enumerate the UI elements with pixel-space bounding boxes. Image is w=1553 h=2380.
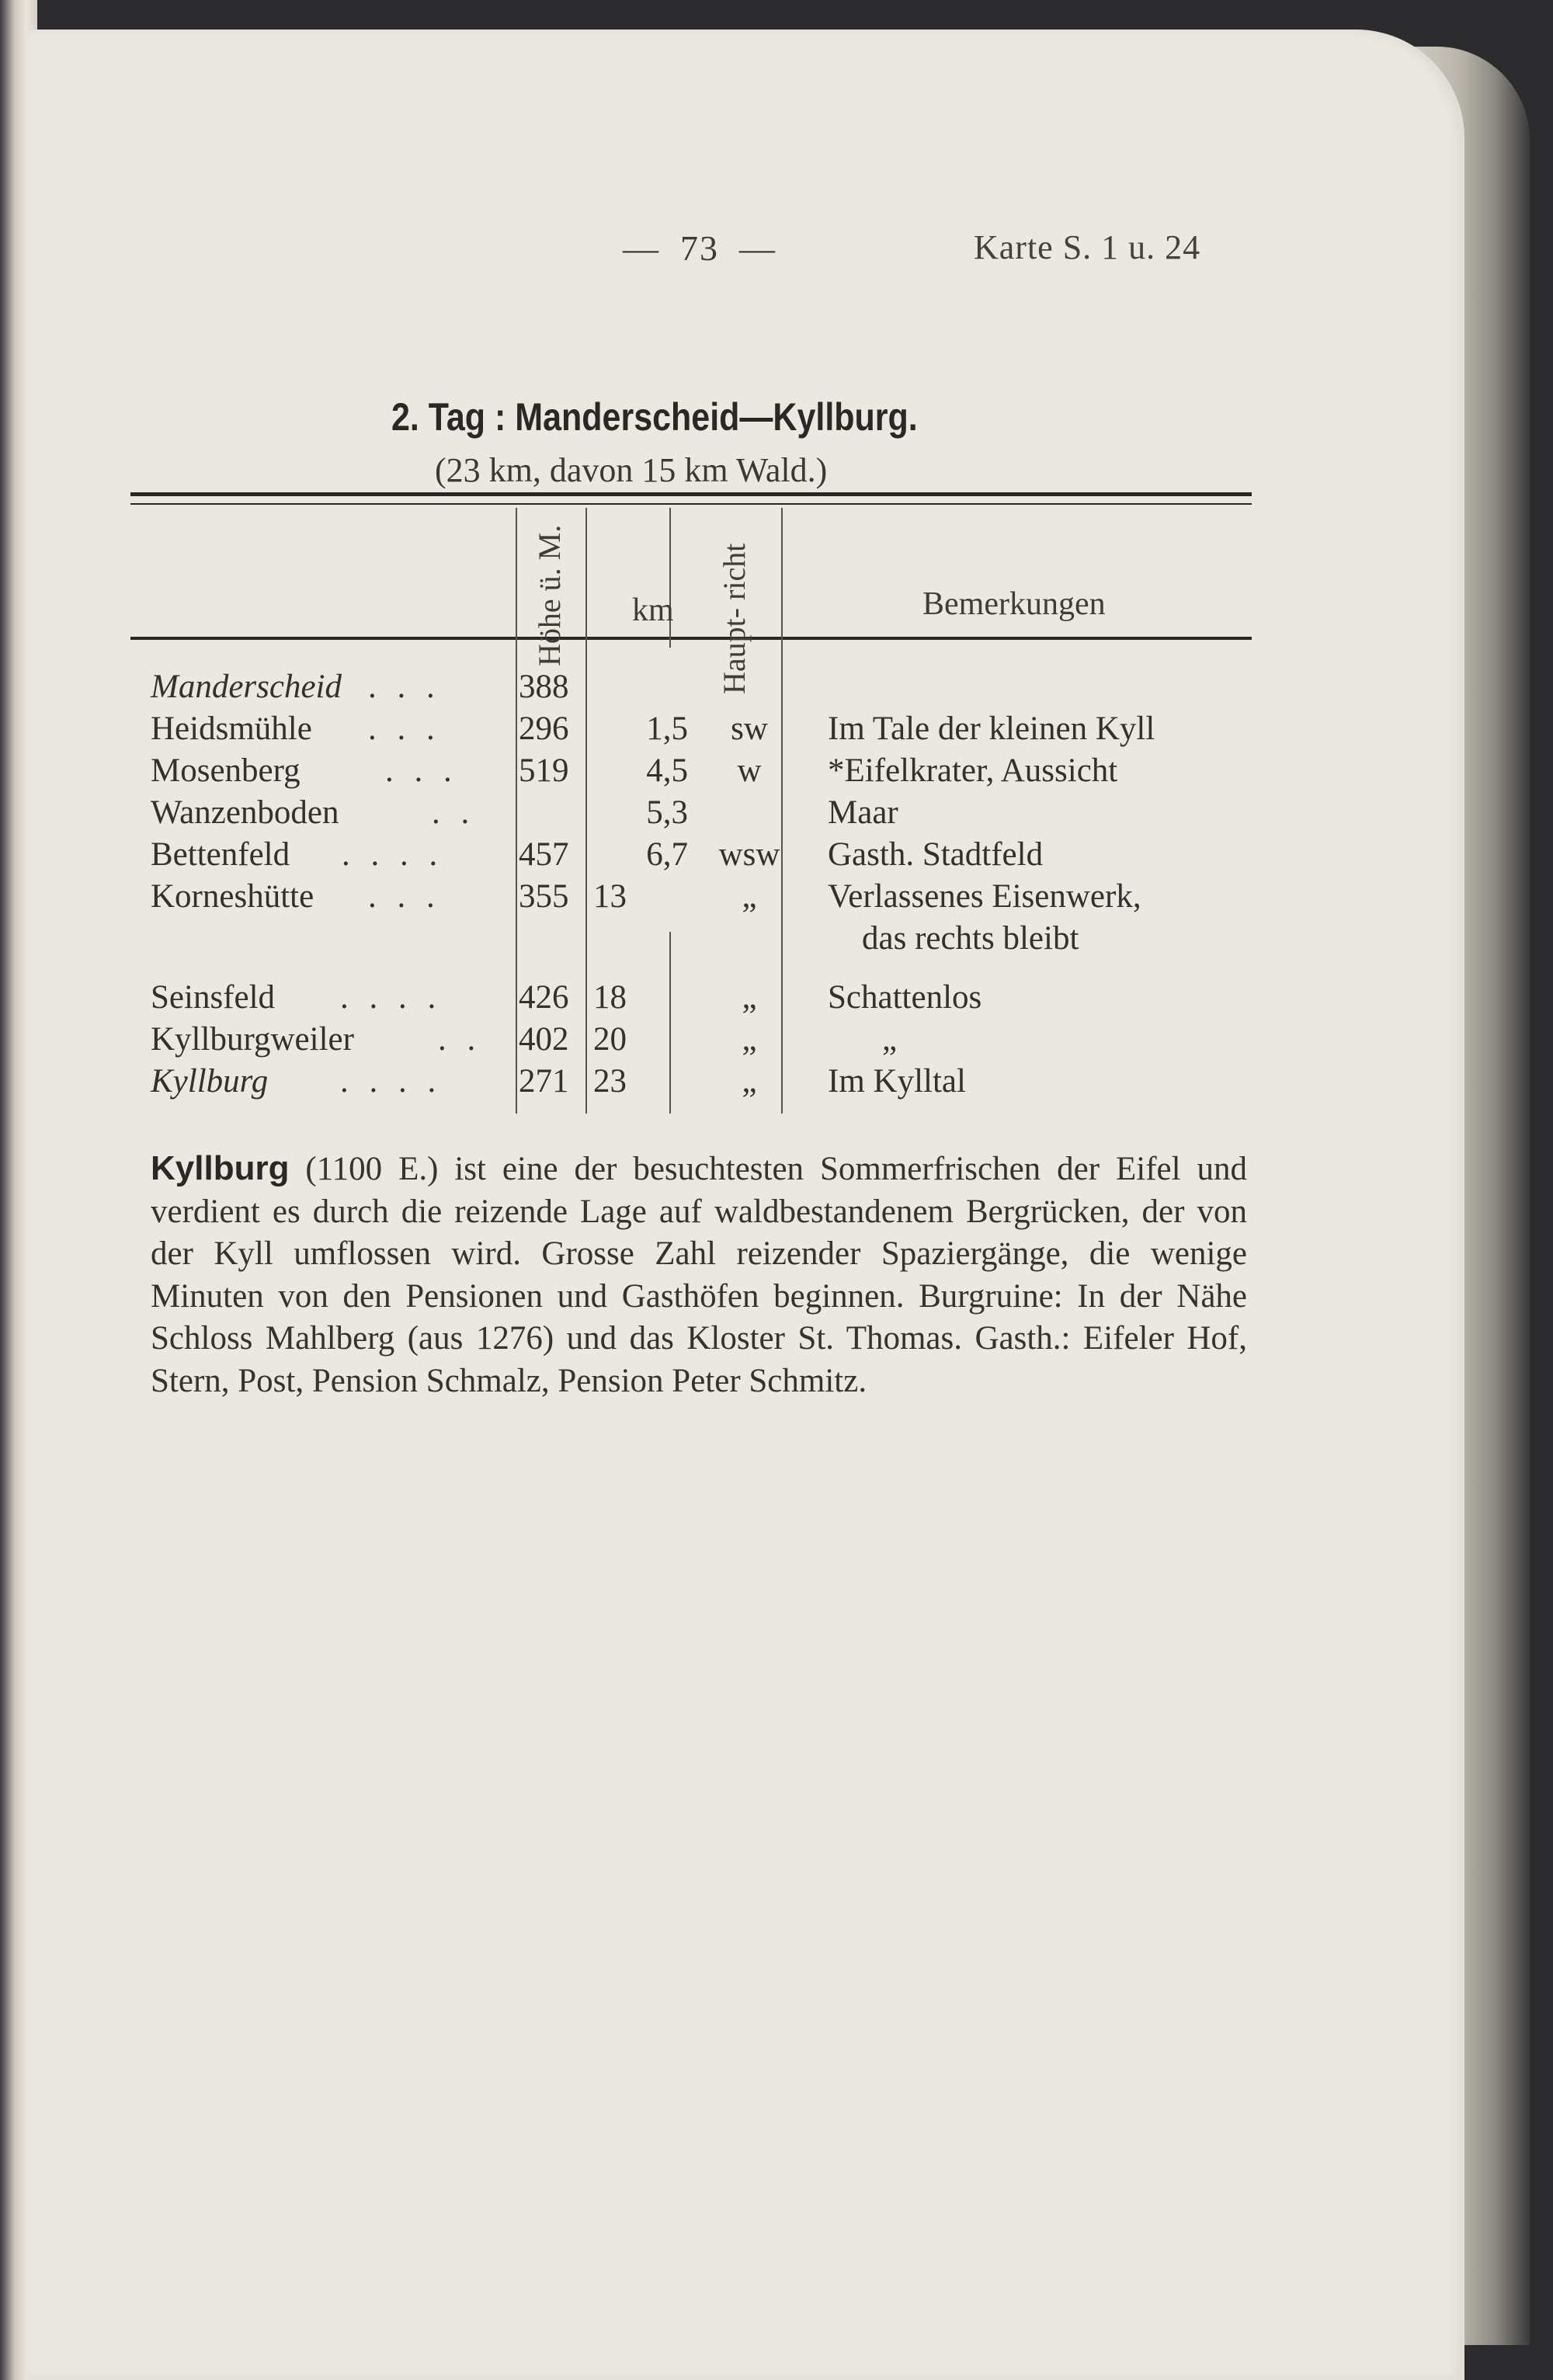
height-value: 388 [519, 669, 569, 705]
page-number-line [603, 228, 797, 269]
header-hoehe: Höhe ü. M. [532, 524, 567, 666]
book-page [28, 30, 1464, 2380]
leader-dots: . . . . [340, 979, 443, 1016]
table-row [28, 1020, 1464, 1062]
leader-dots: . . . [368, 669, 441, 705]
height-value: 402 [519, 1021, 569, 1058]
table-top-rule-thin [130, 503, 1252, 505]
place-name: Heidsmühle [151, 711, 312, 747]
direction-value: „ [742, 979, 757, 1016]
distance-value: 20 [593, 1021, 627, 1058]
leader-dots: . . [432, 794, 476, 831]
direction-value: „ [742, 878, 757, 915]
height-value: 355 [519, 878, 569, 915]
leader-dots: . . . . [340, 1063, 443, 1100]
remark-text: Im Tale der kleinen Kyll [828, 711, 1155, 747]
leader-dots: . . [438, 1021, 482, 1058]
direction-value: „ [742, 1063, 757, 1100]
paragraph-text: (1100 E.) ist eine der besuchtesten Sommerfrischen der Eifel und verdient es durch die reizende Lage auf waldbestandenem Bergrücken, der von der Kyll umflossen wird. Grosse Zahl reizender Spaziergänge, die wenige Minuten von den Pensionen und Gasthöfen beginnen. Burgruine: In der Nähe Schloss Mahlberg (aus 1276) und das Kloster St. Thomas. Gasth.: Eifeler Hof, Stern, Post, Pension Schmalz, Pension Peter Schmitz. [151, 1151, 1247, 1399]
place-name: Wanzenboden [151, 794, 339, 831]
table-row [28, 1062, 1464, 1104]
page-number: 73 [680, 228, 719, 268]
table-top-rule-thick [130, 492, 1252, 496]
height-value: 457 [519, 836, 569, 873]
place-name: Seinsfeld [151, 979, 276, 1016]
distance-value: 6,7 [646, 836, 688, 873]
table-row [28, 836, 1464, 877]
direction-value: wsw [718, 836, 780, 873]
table-row [28, 794, 1464, 836]
height-value: 296 [519, 711, 569, 747]
distance-value: 4,5 [646, 752, 688, 789]
section-title: 2. Tag : Manderscheid—Kyllburg. [391, 395, 918, 439]
direction-value: „ [742, 1021, 757, 1058]
table-row [28, 668, 1464, 710]
leader-dots: . . . [368, 878, 441, 915]
remark-text: Maar [828, 794, 898, 831]
distance-value: 23 [593, 1063, 627, 1100]
distance-value: 18 [593, 979, 627, 1016]
table-row-continuation [28, 919, 1464, 961]
header-hauptricht: Haupt- richt [717, 543, 752, 694]
leader-dots: . . . [368, 711, 441, 747]
remark-text: Verlassenes Eisenwerk, [828, 878, 1141, 915]
place-name: Mosenberg [151, 752, 301, 789]
height-value: 271 [519, 1063, 569, 1100]
height-value: 519 [519, 752, 569, 789]
table-row [28, 877, 1464, 919]
place-name: Kyllburg [151, 1063, 269, 1100]
header-bemerkungen: Bemerkungen [922, 586, 1106, 622]
place-name: Manderscheid [151, 669, 342, 705]
remark-text-continued: das rechts bleibt [862, 920, 1079, 957]
paragraph-lead: Kyllburg [151, 1149, 290, 1187]
header-km: km [632, 592, 674, 628]
table-row [28, 978, 1464, 1020]
place-name: Korneshütte [151, 878, 314, 915]
leader-dots: . . . . [342, 836, 444, 873]
map-reference: Karte S. 1 u. 24 [974, 228, 1201, 266]
dash-right: — [739, 228, 776, 268]
place-name: Kyllburgweiler [151, 1021, 354, 1058]
remark-text: „ [882, 1021, 898, 1058]
remark-text: *Eifelkrater, Aussicht [828, 752, 1118, 789]
table-row [28, 752, 1464, 794]
remark-text: Schattenlos [828, 979, 982, 1016]
distance-value: 1,5 [646, 711, 688, 747]
distance-value: 13 [593, 878, 627, 915]
description-paragraph [151, 1148, 1247, 1402]
leader-dots: . . . [385, 752, 458, 789]
distance-value: 5,3 [646, 794, 688, 831]
section-subtitle: (23 km, davon 15 km Wald.) [435, 451, 828, 489]
height-value: 426 [519, 979, 569, 1016]
dash-left: — [623, 228, 660, 268]
direction-value: w [737, 752, 762, 789]
table-header-rule [130, 637, 1252, 640]
remark-text: Im Kylltal [828, 1063, 966, 1100]
table-row [28, 710, 1464, 752]
direction-value: sw [731, 711, 768, 747]
place-name: Bettenfeld [151, 836, 290, 873]
remark-text: Gasth. Stadtfeld [828, 836, 1044, 873]
